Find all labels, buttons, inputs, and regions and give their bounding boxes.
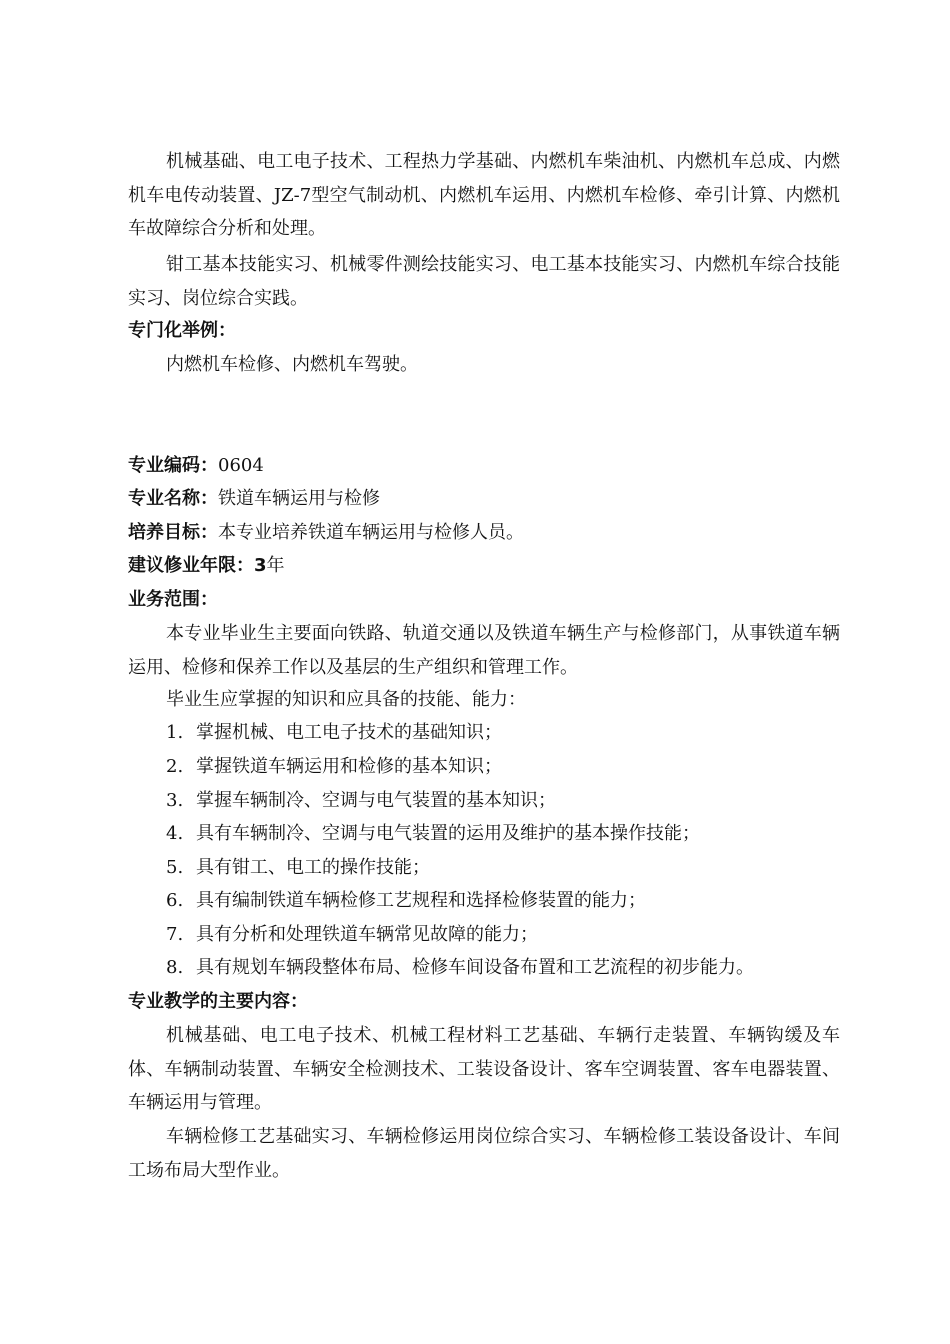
list-item [166, 721, 502, 745]
list-item [166, 923, 538, 947]
list-item-text: 具有钳工、电工的操作技能； [196, 857, 430, 878]
list-item-number: 5. [166, 857, 184, 878]
list-item-text: 具有车辆制冷、空调与电气装置的运用及维护的基本操作技能； [196, 823, 700, 844]
list-item-number: 7. [166, 924, 184, 945]
practice-paragraph: 钳工基本技能实习、机械零件测绘技能实习、电工基本技能实习、内燃机车综合技能实习、岗位综合实践。 [128, 254, 840, 309]
study-years-unit: 年 [266, 555, 285, 576]
list-item-text: 具有编制铁道车辆检修工艺规程和选择检修装置的能力； [196, 890, 646, 911]
list-item-number: 6. [166, 890, 184, 911]
list-item-text: 掌握机械、电工电子技术的基础知识； [196, 722, 502, 743]
study-years-label: 建议修业年限： [128, 555, 254, 576]
study-years-value: 3 [254, 555, 267, 576]
list-item-number: 1. [166, 722, 184, 743]
scope-paragraph: 本专业毕业生主要面向铁路、轨道交通以及铁道车辆生产与检修部门，从事铁道车辆运用、检修和保养工作以及基层的生产组织和管理工作。 [128, 623, 840, 678]
training-goal-line [128, 521, 524, 545]
list-item [166, 822, 700, 846]
teaching-content-heading: 专业教学的主要内容： [128, 991, 308, 1012]
specialization-heading: 专门化举例： [128, 320, 236, 341]
list-item-text: 具有分析和处理铁道车辆常见故障的能力； [196, 924, 538, 945]
list-item [166, 755, 502, 779]
list-item-text: 掌握车辆制冷、空调与电气装置的基本知识； [196, 790, 556, 811]
major-name-value: 铁道车辆运用与检修 [218, 488, 380, 509]
list-item-number: 2. [166, 756, 184, 777]
major-code-label: 专业编码： [128, 455, 218, 476]
scope-heading: 业务范围： [128, 589, 218, 610]
list-item [166, 856, 430, 880]
training-goal-value: 本专业培养铁道车辆运用与检修人员。 [218, 522, 524, 543]
list-item-text: 掌握铁道车辆运用和检修的基本知识； [196, 756, 502, 777]
courses-paragraph: 机械基础、电工电子技术、工程热力学基础、内燃机车柴油机、内燃机车总成、内燃机车电传动装置、JZ-7型空气制动机、内燃机车运用、内燃机车检修、牵引计算、内燃机车故障综合分析和处理。 [128, 151, 840, 239]
major-code-value: 0604 [218, 455, 264, 476]
skills-intro: 毕业生应掌握的知识和应具备的技能、能力： [166, 689, 526, 710]
study-years-line [128, 554, 285, 578]
major-name-line [128, 487, 380, 511]
specialization-value: 内燃机车检修、内燃机车驾驶。 [166, 354, 418, 375]
list-item-number: 3. [166, 790, 184, 811]
teaching-paragraph-2: 车辆检修工艺基础实习、车辆检修运用岗位综合实习、车辆检修工装设备设计、车间工场布局大型作业。 [128, 1126, 840, 1181]
list-item [166, 956, 754, 980]
list-item-number: 8. [166, 957, 184, 978]
list-item-text: 具有规划车辆段整体布局、检修车间设备布置和工艺流程的初步能力。 [196, 957, 754, 978]
teaching-paragraph-1: 机械基础、电工电子技术、机械工程材料工艺基础、车辆行走装置、车辆钩缓及车体、车辆制动装置、车辆安全检测技术、工装设备设计、客车空调装置、客车电器装置、车辆运用与管理。 [128, 1025, 840, 1113]
major-code-line [128, 454, 264, 478]
major-name-label: 专业名称： [128, 488, 218, 509]
list-item [166, 789, 556, 813]
list-item [166, 889, 646, 913]
training-goal-label: 培养目标： [128, 522, 218, 543]
list-item-number: 4. [166, 823, 184, 844]
